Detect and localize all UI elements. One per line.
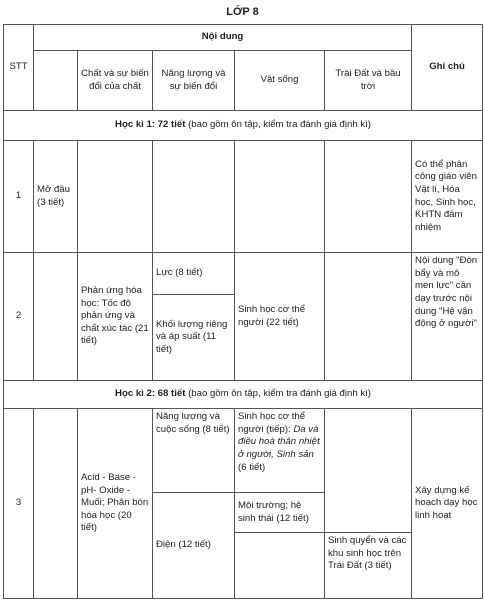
header-noi-dung: Nội dung — [34, 25, 412, 51]
header-blank — [34, 51, 78, 111]
row-3-vat-song-blank — [235, 533, 325, 599]
semester-1-row — [4, 111, 483, 141]
page-title: LỚP 8 — [226, 6, 259, 18]
row-3-nang-luong: Năng lượng và cuộc sống (8 tiết) — [153, 409, 235, 493]
row-2-mo-dau — [34, 253, 78, 381]
row-1-nang-luong — [153, 141, 235, 253]
header-chat: Chất và sự biến đổi của chất — [78, 51, 153, 111]
row-3-sinh-quyen: Sinh quyển và các khu sinh học trên Trái Đất (3 tiết) — [325, 533, 412, 599]
row-3-chat: Acid - Base - pH- Oxide - Muối; Phân bón hóa học (20 tiết) — [78, 409, 153, 599]
row-3-mo-dau — [34, 409, 78, 599]
row-3-vat-song-a-italic: Da và điều hoà thân nhiệt ở người, Sinh sản — [238, 423, 320, 460]
row-3-vat-song-a — [235, 409, 325, 493]
row-1-chat — [78, 141, 153, 253]
row-2-ghi-chu: Nội dung "Đòn bẩy và mô men lực" cần dạy trước nội dung "Hệ vận động ở người" — [412, 253, 483, 381]
row-1-vat-song — [235, 141, 325, 253]
semester-1-note: (bao gồm ôn tập, kiểm tra đánh giá định kì) — [185, 119, 372, 131]
semester-2-row — [4, 381, 483, 409]
semester-2-label: Học kì 2: 68 tiết — [115, 388, 186, 400]
row-2-vat-song: Sinh học cơ thể người (22 tiết) — [235, 253, 325, 381]
row-3-vat-song-a-text: Sinh học cơ thể người (tiếp): — [238, 411, 306, 435]
row-3-moi-truong: Môi trường; hệ sinh thái (12 tiết) — [235, 493, 325, 533]
row-3-stt: 3 — [4, 409, 34, 599]
row-1-ghi-chu: Có thể phân công giáo viên Vật lí, Hóa học, Sinh học, KHTN đảm nhiệm — [412, 141, 483, 253]
semester-2-cell — [4, 381, 483, 409]
header-row-top — [4, 25, 483, 51]
table-row — [4, 409, 483, 493]
row-3-trai-dat-blank — [325, 409, 412, 533]
row-2-khoi-luong: Khối lượng riêng và áp suất (11 tiết) — [153, 295, 235, 381]
header-trai-dat: Trái Đất và bầu trời — [325, 51, 412, 111]
header-stt: STT — [4, 25, 34, 111]
row-2-stt: 2 — [4, 253, 34, 381]
row-1-trai-dat — [325, 141, 412, 253]
semester-1-cell — [4, 111, 483, 141]
curriculum-table — [3, 24, 483, 599]
header-nang-luong: Năng lượng và sự biến đổi — [153, 51, 235, 111]
row-1-mo-dau: Mở đầu (3 tiết) — [34, 141, 78, 253]
row-1-stt: 1 — [4, 141, 34, 253]
semester-1-label: Học kì 1: 72 tiết — [115, 119, 186, 131]
row-3-ghi-chu: Xây dựng kế hoạch dạy học linh hoạt — [412, 409, 483, 599]
row-2-chat: Phản ứng hóa học: Tốc độ phản ứng và chất xúc tác (21 tiết) — [78, 253, 153, 381]
header-vat-song: Vật sống — [235, 51, 325, 111]
row-2-trai-dat — [325, 253, 412, 381]
header-row-sub — [4, 51, 483, 111]
table-row — [4, 253, 483, 295]
semester-2-note: (bao gồm ôn tập, kiểm tra đánh giá định kì) — [185, 388, 372, 400]
table-row — [4, 141, 483, 253]
header-ghi-chu: Ghi chú — [412, 25, 483, 111]
row-2-luc: Lực (8 tiết) — [153, 253, 235, 295]
row-3-dien: Điện (12 tiết) — [153, 493, 235, 599]
row-3-vat-song-a-end: (6 tiết) — [238, 461, 266, 473]
